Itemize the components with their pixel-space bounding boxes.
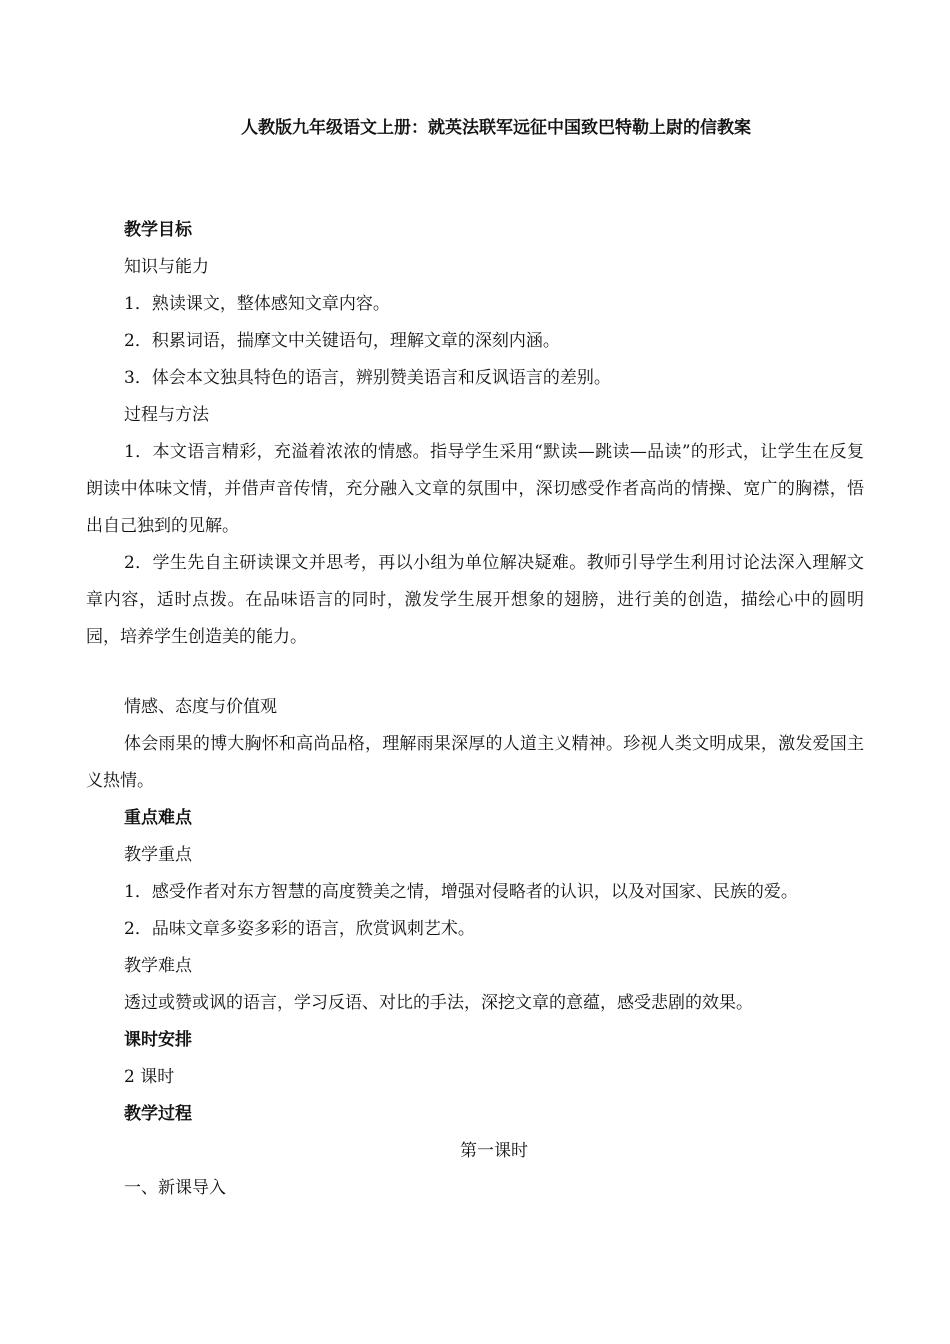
list-item: 2．积累词语，揣摩文中关键语句，理解文章的深刻内涵。 — [124, 331, 560, 351]
subheading-teaching-difficulty: 教学难点 — [124, 956, 192, 976]
section-heading-teaching-goals: 教学目标 — [124, 220, 192, 240]
subheading-teaching-focus: 教学重点 — [124, 845, 192, 865]
subheading-process-method: 过程与方法 — [124, 405, 209, 425]
spacer — [86, 656, 864, 689]
step-heading: 一、新课导入 — [124, 1178, 226, 1198]
section-heading-schedule: 课时安排 — [124, 1030, 192, 1050]
subheading-emotion-values: 情感、态度与价值观 — [124, 697, 277, 717]
paragraph: 2．学生先自主研读课文并思考，再以小组为单位解决疑难。教师引导学生利用讨论法深入理解文章内容，适时点拨。在品味语言的同时，激发学生展开想象的翅膀，进行美的创造，描绘心中的圆明园，培养学生创造美的能力。 — [86, 553, 864, 647]
list-item: 1．感受作者对东方智慧的高度赞美之情，增强对侵略者的认识，以及对国家、民族的爱。 — [124, 882, 798, 902]
list-item: 3．体会本文独具特色的语言，辨别赞美语言和反讽语言的差别。 — [124, 368, 611, 388]
section-heading-key-points: 重点难点 — [124, 808, 192, 828]
lesson-heading: 第一课时 — [460, 1141, 528, 1161]
document-title: 人教版九年级语文上册：就英法联军远征中国致巴特勒上尉的信教案 — [241, 118, 751, 138]
section-heading-teaching-process: 教学过程 — [124, 1104, 192, 1124]
schedule-text: 2 课时 — [124, 1067, 175, 1087]
document-body — [86, 212, 864, 1207]
list-item: 2．品味文章多姿多彩的语言，欣赏讽刺艺术。 — [124, 919, 475, 939]
subheading-knowledge-ability: 知识与能力 — [124, 257, 209, 277]
list-item: 1．熟读课文，整体感知文章内容。 — [124, 294, 390, 314]
paragraph: 1．本文语言精彩，充溢着浓浓的情感。指导学生采用“默读—跳读—品读”的形式，让学生在反复朗读中体味文情，并借声音传情，充分融入文章的氛围中，深切感受作者高尚的情操、宽广的胸襟，悟出自己独到的见解。 — [86, 442, 864, 536]
paragraph: 体会雨果的博大胸怀和高尚品格，理解雨果深厚的人道主义精神。珍视人类文明成果，激发爱国主义热情。 — [86, 734, 864, 791]
paragraph: 透过或赞或讽的语言，学习反语、对比的手法，深挖文章的意蕴，感受悲剧的效果。 — [124, 993, 753, 1013]
